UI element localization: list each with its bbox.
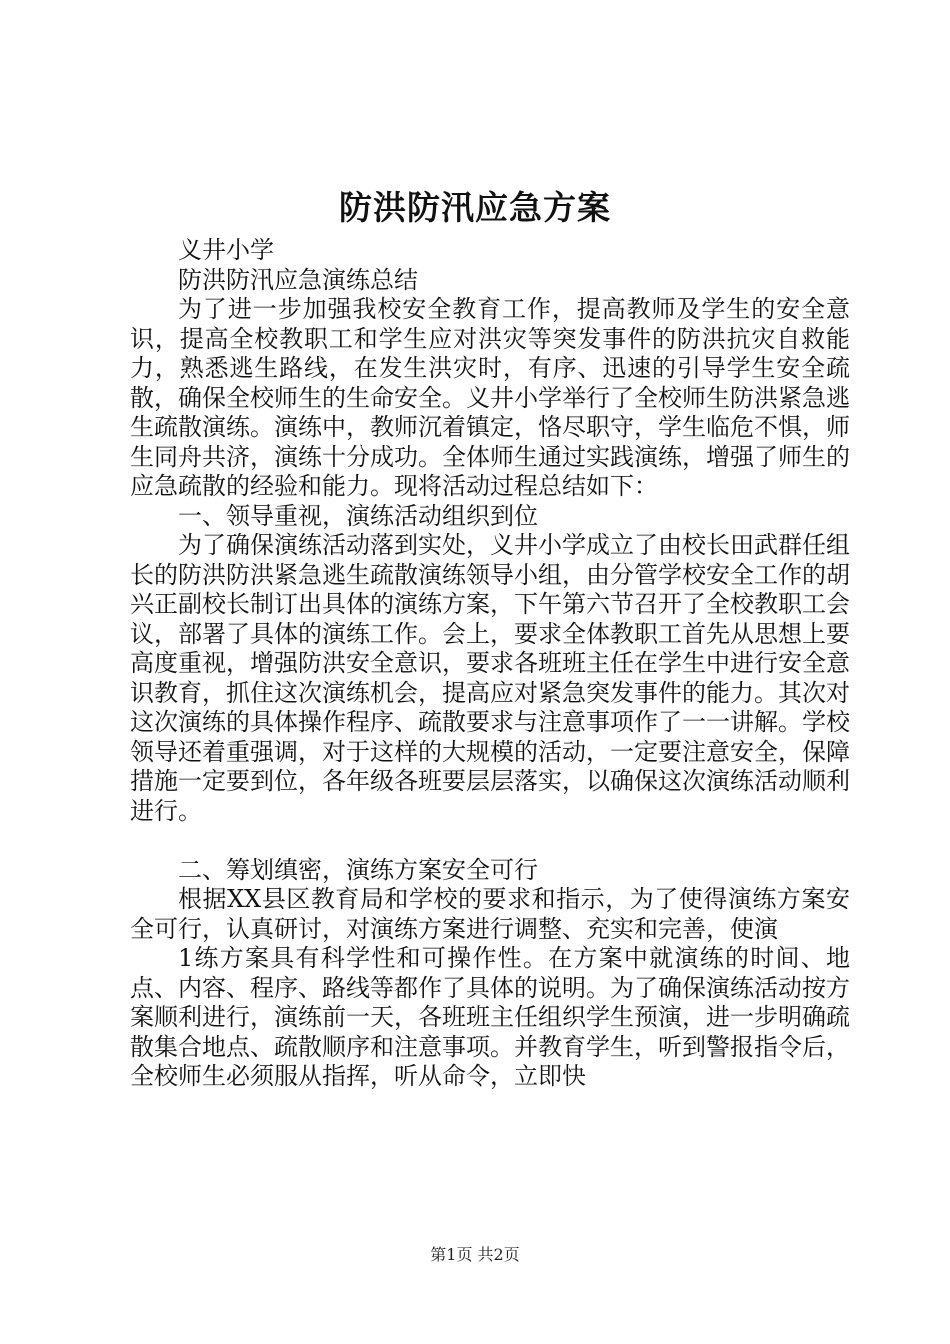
summary-heading: 防洪防汛应急演练总结 [178, 265, 418, 294]
section-1-paragraph: 为了确保演练活动落到实处，义井小学成立了由校长田武群任组长的防洪防洪紧急逃生疏散演练领导小组，由分管学校安全工作的胡兴正副校长制订出具体的演练方案，下午第六节召开了全校教职工会议，部署了具体的演练工作。会上，要求全体教职工首先从思想上要高度重视，增强防洪安全意识，要求各班班主任在学生中进行安全意识教育，抓住这次演练机会，提高应对紧急突发事件的能力。其次对这次演练的具体操作程序、疏散要求与注意事项作了一一讲解。学校领导还着重强调，对于这样的大规模的活动，一定要注意安全，保障措施一定要到位，各年级各班要层层落实，以确保这次演练活动顺利进行。 [130, 531, 850, 825]
school-name: 义井小学 [178, 236, 274, 264]
page-footer: 第1页 共2页 [430, 1245, 520, 1264]
section-heading-1: 一、领导重视，演练活动组织到位 [178, 501, 538, 530]
section-heading-2: 二、筹划缜密，演练方案安全可行 [178, 855, 538, 884]
intro-paragraph: 为了进一步加强我校安全教育工作，提高教师及学生的安全意识，提高全校教职工和学生应对洪灾等突发事件的防洪抗灾自救能力，熟悉逃生路线，在发生洪灾时，有序、迅速的引导学生安全疏散，确保全校师生的生命安全。义井小学举行了全校师生防洪紧急逃生疏散演练。演练中，教师沉着镇定，恪尽职守，学生临危不惧，师生同舟共济，演练十分成功。全体师生通过实践演练，增强了师生的应急疏散的经验和能力。现将活动过程总结如下： [130, 295, 850, 500]
document-body [130, 236, 850, 1092]
paragraph-gap [130, 826, 850, 856]
document-title: 防洪防汛应急方案 [339, 188, 611, 227]
section-2-continued-paragraph: 1练方案具有科学性和可操作性。在方案中就演练的时间、地点、内容、程序、路线等都作了具体的说明。为了确保演练活动按方案顺利进行，演练前一天，各班班主任组织学生预演，进一步明确疏散集合地点、疏散顺序和注意事项。并教育学生，听到警报指令后，全校师生必须服从指挥，听从命令，立即快 [130, 944, 850, 1090]
section-2-paragraph: 根据XX县区教育局和学校的要求和指示，为了使得演练方案安全可行，认真研讨，对演练方案进行调整、充实和完善，使演 [130, 885, 850, 943]
